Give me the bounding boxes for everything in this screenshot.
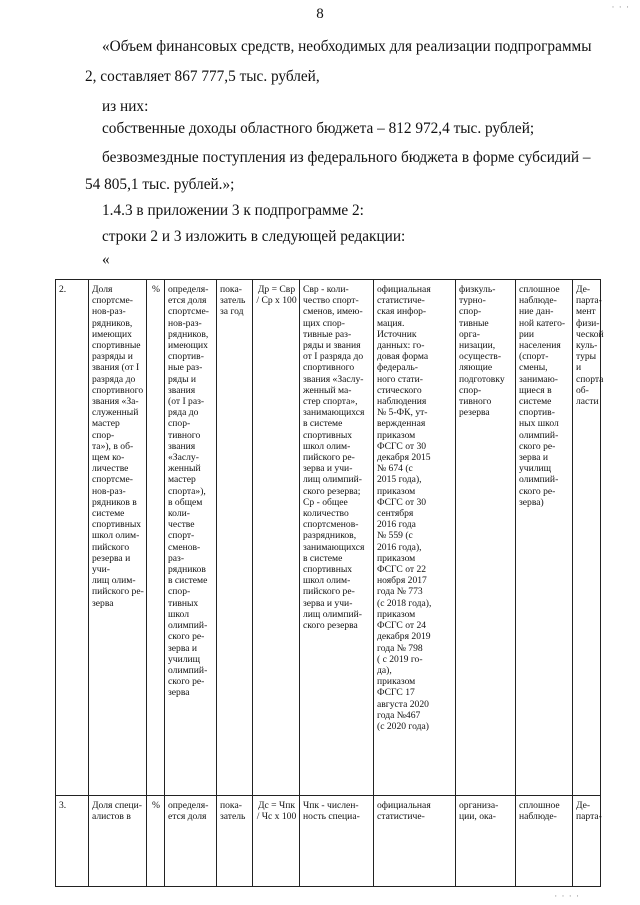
cell-respondent: физкуль- турно- спор- тивные орга- низации, осуществ- ляющие подготовку спор- тивного резерва bbox=[456, 280, 516, 796]
cell-responsible: Де- парта- bbox=[573, 796, 601, 887]
cell-formula: Др = Свр / Ср х 100 bbox=[253, 280, 300, 796]
corner-mark-top: · · · bbox=[611, 2, 630, 12]
cell-responsible: Де- парта- мент физи- ческой куль- туры и спорта об- ласти bbox=[573, 280, 601, 796]
paragraph-4: собственные доходы областного бюджета – 812 972,4 тыс. рублей; bbox=[102, 120, 535, 137]
paragraph-7: 1.4.3 в приложении 3 к подпрограмме 2: bbox=[102, 202, 364, 219]
cell-period: пока- затель bbox=[217, 796, 253, 887]
cell-method: сплошное наблюде- bbox=[516, 796, 573, 887]
cell-variables: Чпк - числен- ность специа- bbox=[300, 796, 374, 887]
cell-method: сплошное наблюде- ние дан- ной катего- рии населения (спорт- смены, занимаю- щиеся в системе спортив- ных школ олимпий- ского ре- зерва и училищ олимпий- ского ре- зерва) bbox=[516, 280, 573, 796]
paragraph-2: 2, составляет 867 777,5 тыс. рублей, bbox=[85, 68, 320, 85]
cell-respondent: организа- ции, ока- bbox=[456, 796, 516, 887]
page-number: 8 bbox=[316, 6, 324, 22]
paragraph-5: безвозмездные поступления из федерального бюджета в форме субсидий – bbox=[102, 149, 591, 166]
table-row bbox=[56, 796, 601, 887]
cell-num: 2. bbox=[56, 280, 89, 796]
corner-mark-bottom: · · · · bbox=[554, 891, 580, 901]
cell-unit: % bbox=[147, 796, 165, 887]
cell-definition: определя- ется доля спортсме- нов-раз- рядников, имеющих спортив- ные раз- ряды и звания (от I раз- ряда до спор- тивного звания «Заслу- женный мастер спорта»), в общем коли- честве спорт- сменов- раз- рядников в системе спор- тивных школ олимпий- ского ре- зерва и училищ олимпий- ского ре- зерва bbox=[165, 280, 217, 796]
cell-indicator-name: Доля специ- алистов в bbox=[89, 796, 147, 887]
paragraph-6: 54 805,1 тыс. рублей.»; bbox=[85, 176, 235, 193]
cell-period: пока- затель за год bbox=[217, 280, 253, 796]
paragraph-1: «Объем финансовых средств, необходимых для реализации подпрограммы bbox=[102, 38, 592, 55]
cell-variables: Свр - коли- чество спорт- сменов, имею- щих спор- тивные раз- ряды и звания от I разряда до спортивного звания «Заслу- женный ма- стер спорта», занимающихся в системе спортивных школ олим- пийского ре- зерва и учи- лищ олимпий- ского резерва; Ср - общее количество спортсменов- разрядников, занимающихся в системе спортивных школ олим- пийского ре- зерва и учи- лищ олимпий- ского резерва bbox=[300, 280, 374, 796]
opening-quote: « bbox=[102, 251, 110, 268]
table-row bbox=[56, 280, 601, 796]
cell-formula: Дс = Чпк / Чс х 100 bbox=[253, 796, 300, 887]
cell-num: 3. bbox=[56, 796, 89, 887]
cell-indicator-name: Доля спортсме- нов-раз- рядников, имеющих спортивные разряды и звания (от I разряда до спортивного звания «За- служенный мастер спор- та»), в об- щем ко- личестве спортсме- нов-раз- рядников в системе спортивных школ олим- пийского резерва и учи- лищ олим- пийского ре- зерва bbox=[89, 280, 147, 796]
cell-source: официальная статистиче- ская инфор- мация. Источник данных: го- довая форма федераль- ного стати- стического наблюдения № 5-ФК, ут- вержденная приказом ФСГС от 30 декабря 2015 № 674 (с 2015 года), приказом ФСГС от 30 сентября 2016 года № 559 (с 2016 года), приказом ФСГС от 22 ноября 2017 года № 773 (с 2018 года), приказом ФСГС от 24 декабря 2019 года № 798 ( с 2019 го- да), приказом ФСГС 17 августа 2020 года №467 (с 2020 года) bbox=[374, 280, 456, 796]
indicator-table bbox=[55, 279, 604, 887]
cell-definition: определя- ется доля bbox=[165, 796, 217, 887]
cell-unit: % bbox=[147, 280, 165, 796]
paragraph-8: строки 2 и 3 изложить в следующей редакции: bbox=[102, 228, 406, 245]
cell-source: официальная статистиче- bbox=[374, 796, 456, 887]
paragraph-3: из них: bbox=[102, 98, 149, 115]
